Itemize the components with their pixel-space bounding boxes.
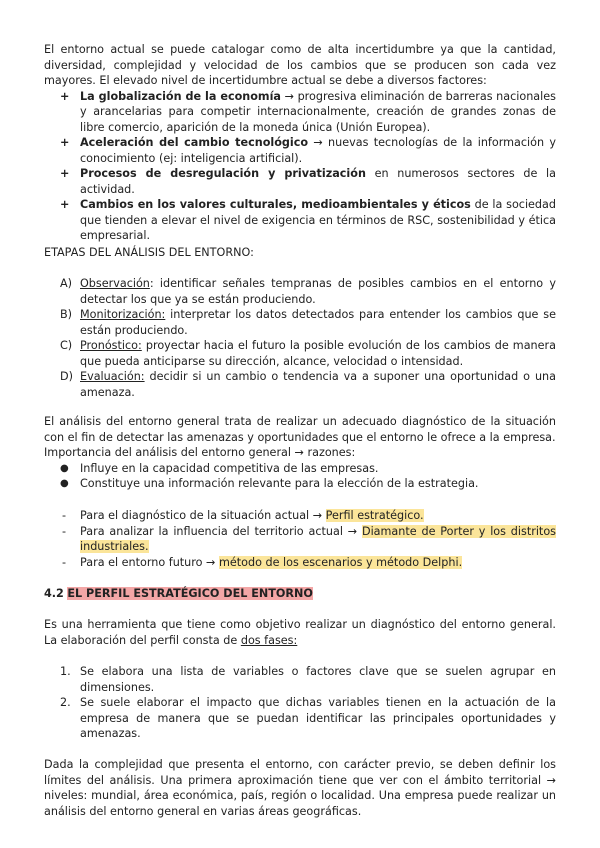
intro-section — [44, 42, 556, 244]
etapa-item: B) Monitorización: interpretar los datos detectados para entender los cambios que se están produciendo. — [60, 308, 556, 337]
uses-section — [44, 508, 556, 570]
reason-item: ● Influye en la capacidad competitiva de las empresas. — [60, 461, 379, 475]
highlight: Diamante de Porter y los distritos industriales. — [80, 524, 556, 553]
phase-item: 2. Se suele elaborar el impacto que dichas variables tienen en la actuación de la empresa de manera que se puedan identificar las principales oportunidades y amenazas. — [60, 696, 556, 740]
uses-list — [44, 508, 556, 570]
etapas-title: ETAPAS DEL ANÁLISIS DEL ENTORNO: — [44, 246, 254, 259]
etapa-item: D) Evaluación: decidir si un cambio o tendencia va a suponer una oportunidad o una amenaza. — [60, 370, 556, 399]
use-item: - Para el diagnóstico de la situación actual → Perfil estratégico. — [62, 509, 424, 522]
phases-section — [44, 664, 556, 742]
phases-list — [44, 664, 556, 742]
section-title: EL PERFIL ESTRATÉGICO DEL ENTORNO — [67, 587, 313, 600]
section-number: 4.2 — [44, 587, 64, 600]
plus-bullet-icon: + — [60, 198, 70, 211]
plus-bullet-icon: + — [60, 136, 70, 149]
section-intro — [44, 617, 556, 648]
reasons-list — [44, 461, 556, 492]
etapas-list-wrap — [44, 276, 556, 400]
etapas-list — [44, 276, 556, 400]
plus-bullet-icon: + — [60, 89, 70, 103]
etapa-item: A) Observación: identificar señales tempranas de posibles cambios en el entorno y detectar los que ya se están produciendo. — [60, 277, 556, 306]
fases-link: dos fases: — [240, 633, 298, 647]
closing-section — [44, 757, 556, 819]
importance-line: Importancia del análisis del entorno general → razones: — [44, 446, 356, 459]
etapas-section — [44, 245, 556, 261]
phase-item: 1. Se elabora una lista de variables o factores clave que se suelen agrupar en dimensiones. — [60, 665, 556, 694]
use-item: - Para el entorno futuro → método de los escenarios y método Delphi. — [62, 555, 463, 569]
factor-item: + Aceleración del cambio tecnológico → nuevas tecnologías de la información y conocimiento (ej: inteligencia artificial). — [60, 136, 556, 165]
intro-paragraph: El entorno actual se puede catalogar como de alta incertidumbre ya que la cantidad, diversidad, complejidad y velocidad de los cambios que se producen son cada vez mayores. El elevado nivel de incertidumbre actual se debe a diversos factores: — [44, 43, 556, 87]
section-paragraph: Es una herramienta que tiene como objetivo realizar un diagnóstico del entorno general. La elaboración del perfil consta de — [44, 618, 556, 647]
factor-item: + Procesos de desregulación y privatización en numerosos sectores de la actividad. — [60, 167, 556, 196]
highlight: Perfil estratégico. — [325, 509, 424, 522]
analisis-paragraph: El análisis del entorno general trata de realizar un adecuado diagnóstico de la situación con el fin de detectar las amenazas y oportunidades que el entorno le ofrece a la empresa. — [44, 415, 556, 444]
highlight: método de los escenarios y método Delphi. — [218, 555, 463, 569]
etapa-item: C) Pronóstico: proyectar hacia el futuro la posible evolución de los cambios de manera que pueda anticiparse su dirección, alcance, velocidad o intensidad. — [60, 339, 556, 368]
dot-bullet-icon: ● — [60, 462, 69, 474]
closing-paragraph: Dada la complejidad que presenta el entorno, con carácter previo, se deben definir los límites del análisis. Una primera aproximación tiene que ver con el ámbito territorial → niveles: mundial, área económica, país, región o localidad. Una empresa puede realizar un análisis del entorno general en varias áreas geográficas. — [44, 758, 556, 818]
analisis-section — [44, 414, 556, 492]
section-heading — [44, 586, 556, 602]
reason-item: ● Constituye una información relevante para la elección de la estrategia. — [60, 477, 479, 490]
plus-bullet-icon: + — [60, 167, 70, 180]
factor-item: + Cambios en los valores culturales, medioambientales y éticos de la sociedad que tienden a elevar el nivel de exigencia en términos de RSC, sostenibilidad y ética empresarial. — [60, 198, 556, 242]
use-item: - Para analizar la influencia del territorio actual → Diamante de Porter y los distritos industriales. — [62, 524, 556, 553]
dot-bullet-icon: ● — [60, 478, 69, 489]
factors-list — [44, 89, 556, 244]
factor-item: + La globalización de la economía → progresiva eliminación de barreras nacionales y arancelarias para competir internacionalmente, creación de grandes zonas de libre comercio, aparición de la moneda única (Unión Europea). — [60, 89, 556, 134]
